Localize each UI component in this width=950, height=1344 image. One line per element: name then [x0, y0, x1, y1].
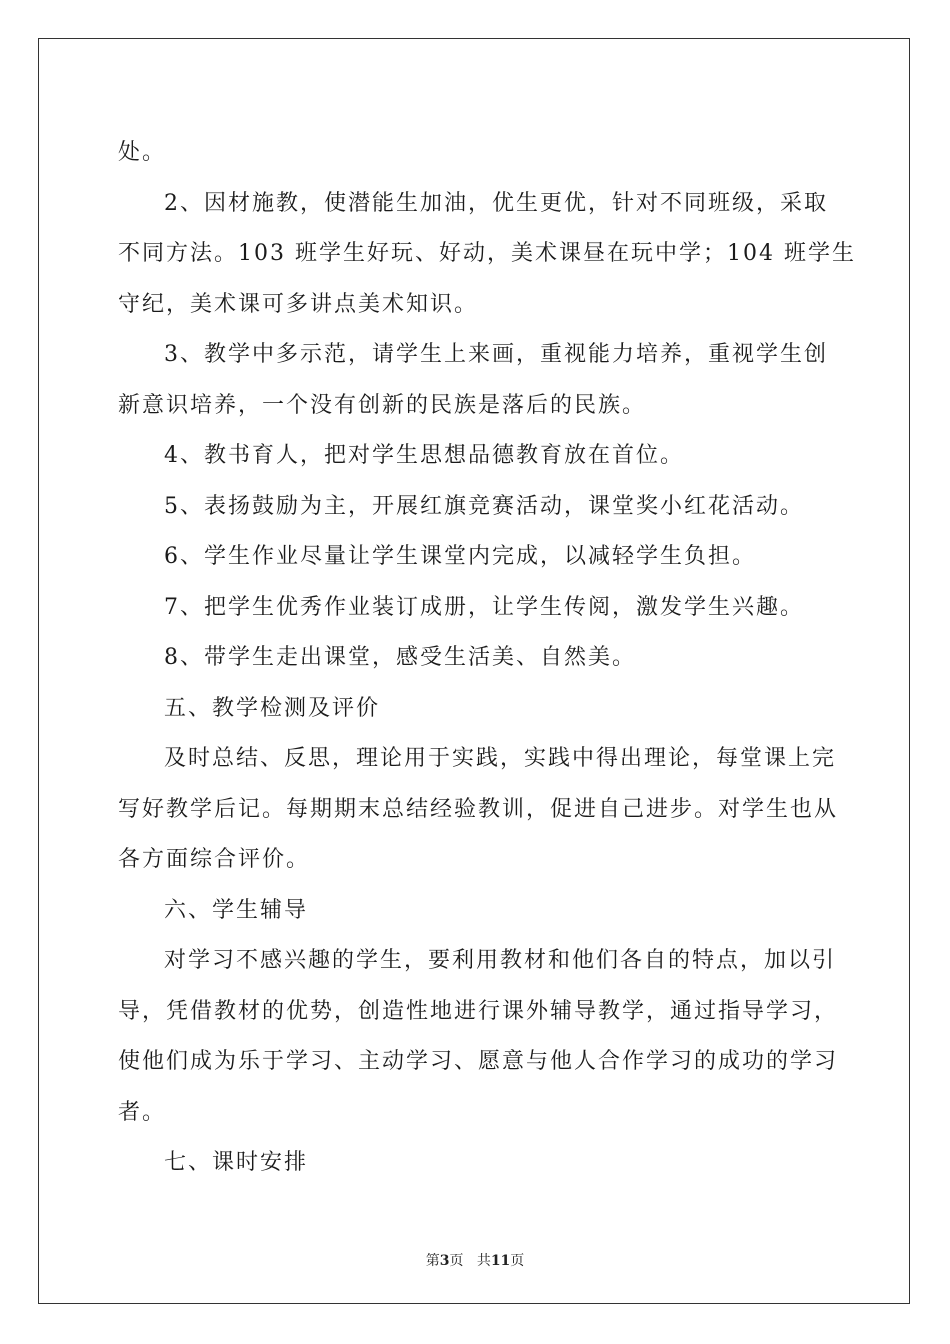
footer-current-page: 3	[439, 1253, 450, 1269]
document-body	[118, 128, 856, 1189]
text-line: 5、表扬鼓励为主，开展红旗竞赛活动，课堂奖小红花活动。	[164, 493, 804, 519]
text-line: 写好教学后记。每期期末总结经验教训，促进自己进步。对学生也从	[118, 796, 839, 822]
footer-total-prefix: 共	[476, 1253, 491, 1269]
text-line: 3、教学中多示范，请学生上来画，重视能力培养，重视学生创	[164, 342, 828, 367]
text-line: 七、课时安排	[164, 1150, 309, 1175]
text-line: 使他们成为乐于学习、主动学习、愿意与他人合作学习的成功的学习	[118, 1049, 839, 1074]
text-line: 者。	[118, 1099, 167, 1125]
text-line: 及时总结、反思，理论用于实践，实践中得出理论，每堂课上完	[164, 746, 837, 771]
text-line: 6、学生作业尽量让学生课堂内完成，以减轻学生负担。	[164, 544, 756, 569]
text-line: 守纪，美术课可多讲点美术知识。	[118, 291, 479, 317]
text-line: 对学习不感兴趣的学生，要利用教材和他们各自的特点，加以引	[164, 948, 837, 973]
page-footer	[0, 1250, 950, 1270]
text-line: 新意识培养，一个没有创新的民族是落后的民族。	[118, 392, 647, 418]
text-line: 7、把学生优秀作业装订成册，让学生传阅，激发学生兴趣。	[164, 594, 804, 620]
text-line: 2、因材施教，使潜能生加油，优生更优，针对不同班级，采取	[164, 190, 828, 216]
text-line: 8、带学生走出课堂，感受生活美、自然美。	[164, 645, 636, 670]
text-line: 六、学生辅导	[164, 897, 309, 923]
text-line: 五、教学检测及评价	[164, 695, 381, 721]
footer-page-suffix: 页	[449, 1253, 464, 1269]
text-line: 不同方法。103 班学生好玩、好动，美术课昼在玩中学；104 班学生	[118, 241, 856, 266]
footer-prefix: 第	[425, 1253, 440, 1269]
text-line: 4、教书育人，把对学生思想品德教育放在首位。	[164, 443, 684, 468]
text-line: 导，凭借教材的优势，创造性地进行课外辅导教学，通过指导学习，	[118, 998, 839, 1024]
text-line: 各方面综合评价。	[118, 847, 311, 872]
footer-total-pages: 11	[490, 1253, 511, 1269]
footer-total-suffix: 页	[510, 1253, 525, 1269]
text-line: 处。	[118, 140, 167, 165]
